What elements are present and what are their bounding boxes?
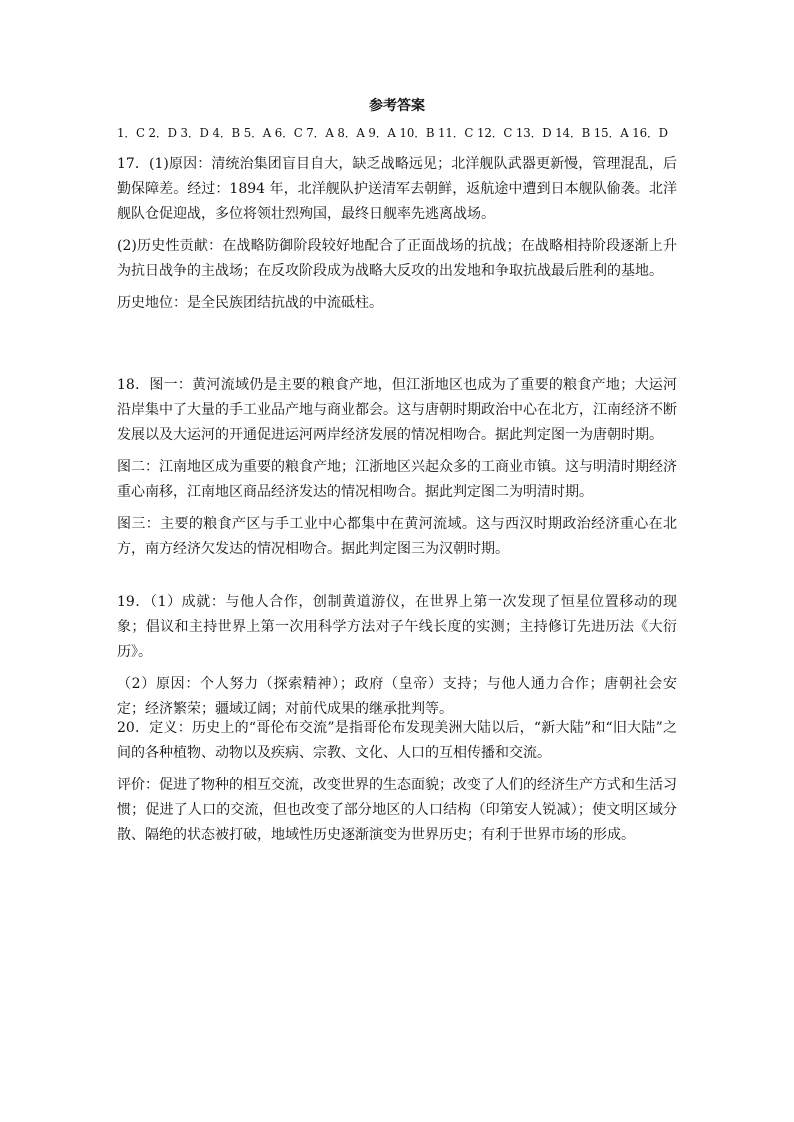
q19-part2: （2）原因：个人努力（探索精神）；政府（皇帝）支持；与他人通力合作；唐朝社会安定；经济繁荣；疆域辽阔；对前代成果的继承批判等。 [117,676,677,717]
q19-part1: 19．（1）成就：与他人合作，创制黄道游仪，在世界上第一次发现了恒星位置移动的现象；倡议和主持世界上第一次用科学方法对子午线长度的实测；主持修订先进历法《大衍历》。 [117,594,677,660]
multiple-choice-answers: 1．C 2．D 3．D 4．B 5．A 6．C 7．A 8．A 9．A 10．B 11．C 12．C 13．D 14．B 15．A 16．D [117,126,668,140]
q17-part2: (2)历史性贡献：在战略防御阶段较好地配合了正面战场的抗战；在战略相持阶段逐渐上升为抗日战争的主战场；在反攻阶段成为战略大反攻的出发地和争取抗战最后胜利的基地。 [117,238,677,279]
question-19-answer [117,590,677,729]
q17-part1: 17．(1)原因：清统治集团盲目自大，缺乏战略远见；北洋舰队武器更新慢，管理混乱，后勤保障差。经过：1894 年，北洋舰队护送清军去朝鲜，返航途中遭到日本舰队偷袭。北洋舰队仓促迎战，多位将领壮烈殉国，最终日舰率先逃离战场。 [117,156,677,222]
q18-figure1: 18．图一：黄河流域仍是主要的粮食产地，但江浙地区也成为了重要的粮食产地；大运河沿岸集中了大量的手工业品产地与商业都会。这与唐朝时期政治中心在北方，江南经济不断发展以及大运河的开通促进运河两岸经济发展的情况相吻合。据此判定图一为唐朝时期。 [117,377,677,443]
question-17-answer [117,152,677,323]
q18-figure3: 图三：主要的粮食产区与手工业中心都集中在黄河流域。这与西汉时期政治经济重心在北方，南方经济欠发达的情况相吻合。据此判定图三为汉朝时期。 [117,516,677,557]
question-18-answer [117,373,677,569]
question-20-answer [117,716,677,855]
q20-definition: 20．定义：历史上的“哥伦布交流”是指哥伦布发现美洲大陆以后，“新大陆”和“旧大陆”之间的各种植物、动物以及疾病、宗教、文化、人口的互相传播和交流。 [117,720,677,761]
q20-evaluation: 评价：促进了物种的相互交流，改变世界的生态面貌；改变了人们的经济生产方式和生活习惯；促进了人口的交流，但也改变了部分地区的人口结构（印第安人锐减）；使文明区域分散、隔绝的状态被打破，地域性历史逐渐演变为世界历史；有利于世界市场的形成。 [117,777,677,843]
q17-status: 历史地位：是全民族团结抗战的中流砥柱。 [117,295,383,311]
q18-figure2: 图二：江南地区成为重要的粮食产地；江浙地区兴起众多的工商业市镇。这与明清时期经济重心南移，江南地区商品经济发达的情况相吻合。据此判定图二为明清时期。 [117,459,677,500]
page-title: 参考答案 [369,98,425,114]
